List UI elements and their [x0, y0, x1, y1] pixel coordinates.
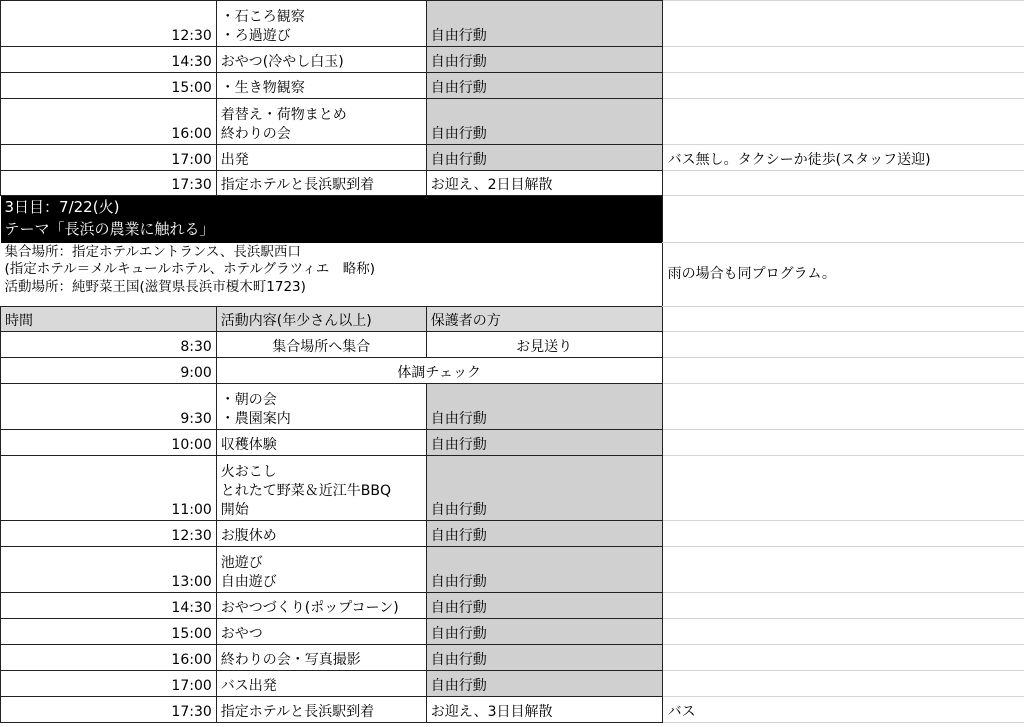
- time-cell[interactable]: 14:30: [1, 47, 217, 73]
- day-header-row: [1, 196, 1024, 243]
- parent-cell[interactable]: 自由行動: [426, 456, 662, 521]
- activity-cell[interactable]: [216, 47, 426, 73]
- note-cell[interactable]: [662, 358, 1024, 384]
- note-cell[interactable]: [662, 73, 1024, 99]
- activity-cell[interactable]: [216, 697, 426, 723]
- note-cell[interactable]: [662, 619, 1024, 645]
- parent-cell[interactable]: お迎え、3日目解散: [426, 697, 662, 723]
- activity-line: ・農園案内: [220, 411, 291, 427]
- activity-line: 自由遊び: [220, 574, 277, 590]
- activity-line: 出発: [220, 152, 249, 168]
- parent-cell[interactable]: 自由行動: [426, 47, 662, 73]
- day-header-theme: テーマ「長浜の農業に触れる」: [4, 220, 215, 238]
- time-cell[interactable]: 10:00: [1, 430, 217, 456]
- activity-line: ・朝の会: [220, 392, 277, 408]
- parent-cell[interactable]: 自由行動: [426, 645, 662, 671]
- time-cell[interactable]: 17:30: [1, 697, 217, 723]
- activity-line: ・ろ過遊び: [220, 28, 291, 44]
- schedule-row: [1, 384, 1024, 430]
- note-cell[interactable]: [662, 1, 1024, 47]
- schedule-row: [1, 430, 1024, 456]
- time-cell[interactable]: 12:30: [1, 1, 217, 47]
- activity-line: 開始: [220, 502, 249, 518]
- note-cell[interactable]: [662, 99, 1024, 145]
- activity-cell[interactable]: [216, 593, 426, 619]
- parent-cell[interactable]: 自由行動: [426, 619, 662, 645]
- column-header-activity[interactable]: 活動内容(年少さん以上): [216, 307, 426, 332]
- activity-line: 池遊び: [220, 555, 263, 571]
- time-cell[interactable]: 15:00: [1, 73, 217, 99]
- activity-cell[interactable]: [216, 1, 426, 47]
- schedule-row: [1, 521, 1024, 547]
- note-cell[interactable]: [662, 671, 1024, 697]
- parent-cell[interactable]: お迎え、2日目解散: [426, 171, 662, 196]
- time-cell[interactable]: 9:30: [1, 384, 217, 430]
- activity-line: 収穫体験: [220, 437, 277, 453]
- activity-cell[interactable]: [216, 99, 426, 145]
- time-cell[interactable]: 16:00: [1, 99, 217, 145]
- activity-cell[interactable]: [216, 619, 426, 645]
- activity-line: 終わりの会・写真撮影: [220, 652, 361, 668]
- schedule-row: [1, 697, 1024, 723]
- column-header-row: [1, 307, 1024, 332]
- note-cell[interactable]: [662, 456, 1024, 521]
- parent-cell[interactable]: 自由行動: [426, 521, 662, 547]
- note-cell[interactable]: [662, 47, 1024, 73]
- activity-cell[interactable]: [216, 671, 426, 697]
- note-cell[interactable]: [662, 593, 1024, 619]
- note-cell[interactable]: [662, 332, 1024, 358]
- info-row: [1, 243, 1024, 307]
- note-cell[interactable]: バス: [662, 697, 1024, 723]
- schedule-row: [1, 332, 1024, 358]
- parent-cell[interactable]: お見送り: [426, 332, 662, 358]
- parent-cell[interactable]: 自由行動: [426, 145, 662, 171]
- day-header[interactable]: [1, 196, 663, 243]
- column-header-time[interactable]: 時間: [1, 307, 217, 332]
- parent-cell[interactable]: 自由行動: [426, 430, 662, 456]
- parent-cell[interactable]: 自由行動: [426, 99, 662, 145]
- activity-cell[interactable]: [216, 384, 426, 430]
- activity-line: とれたて野菜＆近江牛BBQ: [220, 483, 392, 499]
- parent-cell[interactable]: 自由行動: [426, 1, 662, 47]
- note-cell[interactable]: [662, 384, 1024, 430]
- activity-line: 指定ホテルと長浜駅到着: [220, 177, 375, 193]
- note-cell[interactable]: [662, 521, 1024, 547]
- activity-cell[interactable]: [216, 145, 426, 171]
- schedule-row: [1, 171, 1024, 196]
- time-cell[interactable]: 16:00: [1, 645, 217, 671]
- schedule-row: [1, 47, 1024, 73]
- note-cell[interactable]: [662, 430, 1024, 456]
- activity-line: 終わりの会: [220, 126, 291, 142]
- note-cell[interactable]: バス無し。タクシーか徒歩(スタッフ送迎): [662, 145, 1024, 171]
- activity-cell[interactable]: [216, 456, 426, 521]
- activity-cell[interactable]: [216, 171, 426, 196]
- health-check-cell[interactable]: 体調チェック: [216, 358, 662, 384]
- schedule-row: [1, 671, 1024, 697]
- schedule-row: [1, 593, 1024, 619]
- note-cell[interactable]: [662, 196, 1024, 243]
- activity-cell[interactable]: [216, 521, 426, 547]
- time-cell[interactable]: 9:00: [1, 358, 217, 384]
- activity-line: ・生き物観察: [220, 80, 305, 96]
- schedule-row: [1, 547, 1024, 593]
- schedule-row: [1, 1, 1024, 47]
- activity-cell[interactable]: [216, 430, 426, 456]
- time-cell[interactable]: 17:00: [1, 145, 217, 171]
- time-cell[interactable]: 17:30: [1, 171, 217, 196]
- activity-line: おやつ: [220, 626, 263, 642]
- activity-line: おやつづくり(ポップコーン): [220, 600, 399, 616]
- activity-line: 指定ホテルと長浜駅到着: [220, 704, 375, 720]
- note-cell[interactable]: [662, 307, 1024, 332]
- activity-line: バス出発: [220, 678, 277, 694]
- time-cell[interactable]: 15:00: [1, 619, 217, 645]
- schedule-row: [1, 99, 1024, 145]
- activity-cell[interactable]: 集合場所へ集合: [216, 332, 426, 358]
- activity-cell[interactable]: [216, 645, 426, 671]
- activity-line: お腹休め: [220, 528, 277, 544]
- rain-note[interactable]: 雨の場合も同プログラム。: [662, 243, 1024, 307]
- note-cell[interactable]: [662, 171, 1024, 196]
- schedule-row: [1, 645, 1024, 671]
- activity-line: おやつ(冷やし白玉): [220, 54, 344, 70]
- meeting-place: 集合場所：指定ホテルエントランス、長浜駅西口: [4, 243, 301, 260]
- time-cell[interactable]: 17:00: [1, 671, 217, 697]
- parent-cell[interactable]: 自由行動: [426, 384, 662, 430]
- time-cell[interactable]: 11:00: [1, 456, 217, 521]
- time-cell[interactable]: 14:30: [1, 593, 217, 619]
- schedule-row: [1, 73, 1024, 99]
- parent-cell[interactable]: 自由行動: [426, 671, 662, 697]
- schedule-row: [1, 358, 1024, 384]
- schedule-row: [1, 619, 1024, 645]
- time-cell[interactable]: 8:30: [1, 332, 217, 358]
- activity-line: ・石ころ観察: [220, 9, 305, 25]
- schedule-row: [1, 456, 1024, 521]
- meeting-info[interactable]: [1, 243, 663, 307]
- activity-line: 着替え・荷物まとめ: [220, 107, 347, 123]
- activity-cell[interactable]: [216, 73, 426, 99]
- note-cell[interactable]: [662, 645, 1024, 671]
- activity-cell[interactable]: [216, 547, 426, 593]
- activity-place: 活動場所：純野菜王国(滋賀県長浜市榎木町1723): [4, 278, 306, 295]
- schedule-row: [1, 145, 1024, 171]
- parent-cell[interactable]: 自由行動: [426, 547, 662, 593]
- hotel-note: (指定ホテル＝メルキュールホテル、ホテルグラツィエ 略称): [4, 261, 376, 277]
- column-header-parent[interactable]: 保護者の方: [426, 307, 662, 332]
- parent-cell[interactable]: 自由行動: [426, 73, 662, 99]
- time-cell[interactable]: 13:00: [1, 547, 217, 593]
- day-header-date: 3日目：7/22(火): [4, 198, 120, 216]
- parent-cell[interactable]: 自由行動: [426, 593, 662, 619]
- note-cell[interactable]: [662, 547, 1024, 593]
- time-cell[interactable]: 12:30: [1, 521, 217, 547]
- activity-line: 火おこし: [220, 464, 277, 480]
